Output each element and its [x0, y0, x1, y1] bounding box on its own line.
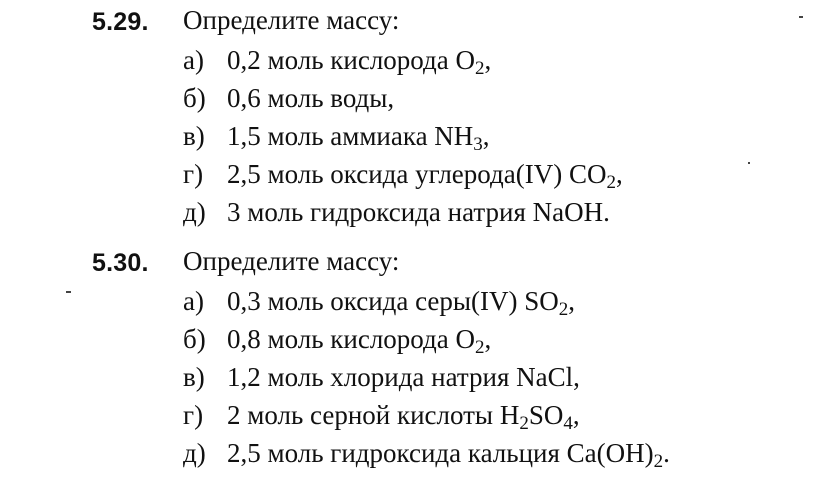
item-subscript: 2: [474, 58, 485, 79]
list-item: [183, 43, 623, 81]
list-item: [183, 81, 623, 119]
item-letter: д): [183, 438, 206, 468]
item-letter: б): [183, 324, 206, 354]
item-text: 3 моль гидроксида натрия NaOH.: [227, 197, 610, 227]
item-letter: а): [183, 45, 204, 75]
item-text: 0,6 моль воды,: [227, 83, 395, 113]
problem-number: 5.29.: [92, 8, 149, 36]
list-item: [183, 195, 623, 233]
item-tail-2: ,: [572, 400, 580, 430]
problem-items: [183, 43, 623, 233]
item-letter: г): [183, 159, 204, 189]
item-letter: в): [183, 121, 205, 151]
item-subscript: 2: [519, 413, 529, 434]
list-item: [183, 157, 623, 195]
problem-prompt: Определите массу:: [183, 246, 400, 276]
list-item: [183, 119, 623, 157]
item-text: 0,3 моль оксида серы(IV) SO: [227, 286, 559, 316]
item-text: 0,2 моль кислорода O: [227, 45, 475, 75]
item-text: 0,8 моль кислорода O: [227, 324, 475, 354]
problem-items: [183, 284, 670, 474]
item-tail: ,: [484, 45, 492, 75]
item-tail: SO: [528, 400, 564, 430]
item-text: 1,2 моль хлорида натрия NaCl,: [227, 362, 580, 392]
item-text: 2,5 моль гидроксида кальция Ca(OH): [227, 438, 654, 468]
item-letter: д): [183, 197, 206, 227]
scan-speck: [799, 16, 803, 18]
item-letter: б): [183, 83, 206, 113]
item-tail: ,: [484, 324, 492, 354]
item-text: 2,5 моль оксида углерода(IV) CO: [227, 159, 607, 189]
item-subscript: 2: [653, 451, 664, 472]
list-item: [183, 360, 670, 398]
item-subscript: 2: [474, 337, 485, 358]
item-tail: ,: [482, 121, 490, 151]
list-item: [183, 322, 670, 360]
item-subscript: 2: [606, 172, 616, 193]
item-subscript: 3: [473, 134, 483, 155]
problem-prompt: Определите массу:: [183, 5, 400, 35]
list-item: [183, 436, 670, 474]
item-text: 2 моль серной кислоты H: [227, 400, 520, 430]
item-subscript: 2: [558, 299, 569, 320]
scan-speck: [66, 291, 71, 293]
item-tail: ,: [568, 286, 576, 316]
list-item: [183, 398, 670, 436]
item-letter: а): [183, 286, 204, 316]
item-subscript-2: 4: [563, 413, 573, 434]
item-text: 1,5 моль аммиака NH: [227, 121, 474, 151]
item-letter: в): [183, 362, 205, 392]
problem-number: 5.30.: [92, 249, 149, 277]
item-letter: г): [183, 400, 204, 430]
item-tail: ,: [615, 159, 623, 189]
scan-speck: [748, 162, 750, 164]
item-tail: .: [663, 438, 670, 468]
list-item: [183, 284, 670, 322]
